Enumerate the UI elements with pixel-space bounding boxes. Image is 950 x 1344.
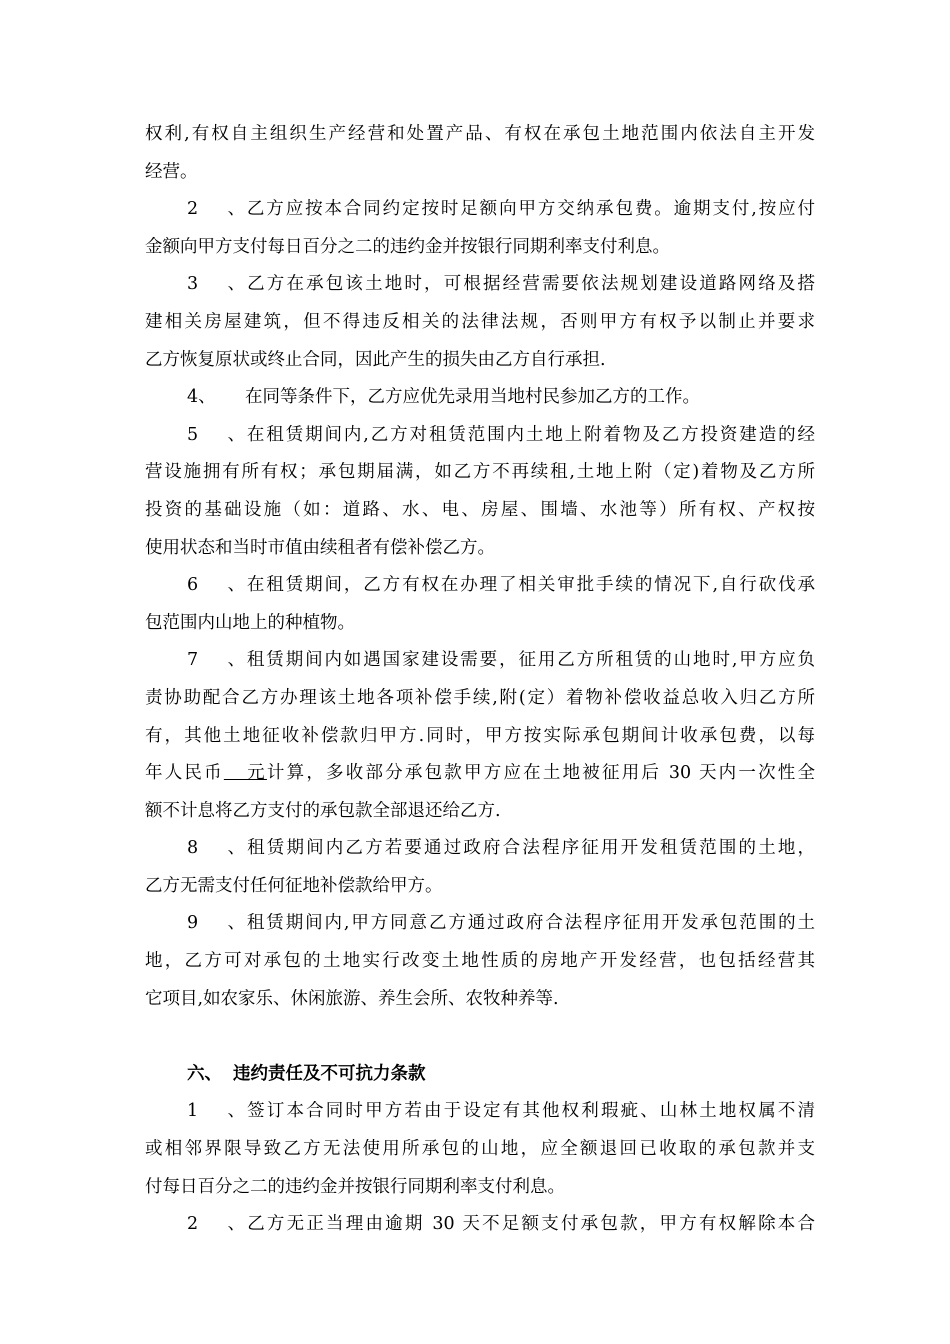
paragraph-line: 使用状态和当时市值由续租者有偿补偿乙方。 <box>145 537 495 558</box>
spacer <box>145 1018 815 1056</box>
paragraph-line: 付每日百分之二的违约金并按银行同期利率支付利息。 <box>145 1176 565 1197</box>
paragraph-line: 额不计息将乙方支付的承包款全部退还给乙方. <box>145 800 501 821</box>
paragraph-line: 地，乙方可对承包的土地实行改变土地性质的房地产开发经营，也包括经营其 <box>145 951 815 972</box>
inline-text: 年人民币 <box>145 763 224 784</box>
paragraph-line: 有，其他土地征收补偿款归甲方.同时，甲方按实际承包期间计收承包费，以每 <box>145 725 815 746</box>
paragraph-line: 它项目,如农家乐、休闲旅游、养生会所、农牧种养等. <box>145 988 559 1009</box>
inline-text: 计算，多收部分承包款甲方应在土地被征用后 30 天内一次性全 <box>266 763 815 784</box>
clause-number: 1、 <box>187 1101 245 1122</box>
clause-item-3 <box>145 266 815 304</box>
paragraph-line <box>145 755 815 793</box>
section-title: 违约责任及不可抗力条款 <box>233 1063 426 1084</box>
clause-item-4 <box>145 379 815 417</box>
paragraph-line: 包范围内山地上的种植物。 <box>145 612 355 633</box>
clause-item-7 <box>145 642 815 680</box>
clause-text: 在同等条件下，乙方应优先录用当地村民参加乙方的工作。 <box>245 387 700 408</box>
clause-text: 租赁期间内如遇国家建设需要，征用乙方所租赁的山地时,甲方应负 <box>245 650 815 671</box>
paragraph-line: 乙方无需支付任何征地补偿款给甲方。 <box>145 875 443 896</box>
paragraph-line: 建相关房屋建筑，但不得违反相关的法律法规，否则甲方有权予以制止并要求 <box>145 311 815 332</box>
clause-text: 签订本合同时甲方若由于设定有其他权利瑕疵、山林土地权属不清 <box>245 1101 815 1122</box>
section-clause-1 <box>145 1093 815 1131</box>
clause-item-8 <box>145 830 815 868</box>
clause-text: 租赁期间内乙方若要通过政府合法程序征用开发租赁范围的土地， <box>245 838 815 859</box>
section-clause-2 <box>145 1206 815 1244</box>
clause-number: 7、 <box>187 650 245 671</box>
clause-number: 8、 <box>187 838 245 859</box>
document-body <box>145 116 815 1244</box>
clause-text: 租赁期间内,甲方同意乙方通过政府合法程序征用开发承包范围的土 <box>245 913 815 934</box>
clause-item-6 <box>145 567 815 605</box>
amount-blank: 元 <box>223 763 267 784</box>
clause-item-2 <box>145 191 815 229</box>
section-number: 六、 <box>187 1063 222 1084</box>
clause-item-5 <box>145 417 815 455</box>
clause-text: 乙方无正当理由逾期 30 天不足额支付承包款，甲方有权解除本合 <box>245 1214 815 1235</box>
clause-text: 在租赁期间内,乙方对租赁范围内土地上附着物及乙方投资建造的经 <box>245 424 815 445</box>
clause-number: 2、 <box>187 1214 245 1235</box>
clause-text: 乙方应按本合同约定按时足额向甲方交纳承包费。逾期支付,按应付 <box>245 199 815 220</box>
paragraph-line: 营设施拥有所有权；承包期届满，如乙方不再续租,土地上附（定)着物及乙方所 <box>145 462 815 483</box>
paragraph-line: 或相邻界限导致乙方无法使用所承包的山地，应全额退回已收取的承包款并支 <box>145 1139 815 1160</box>
section-heading <box>145 1056 815 1094</box>
clause-number: 3、 <box>187 274 245 295</box>
clause-number: 2、 <box>187 199 245 220</box>
clause-number: 9、 <box>187 913 245 934</box>
paragraph-line: 权利,有权自主组织生产经营和处置产品、有权在承包土地范围内依法自主开发 <box>145 124 815 144</box>
paragraph-line: 经营。 <box>145 161 198 182</box>
clause-text: 乙方在承包该土地时，可根据经营需要依法规划建设道路网络及搭 <box>245 274 815 295</box>
paragraph-line: 责协助配合乙方办理该土地各项补偿手续,附(定）着物补偿收益总收入归乙方所 <box>145 687 815 708</box>
clause-number: 6、 <box>187 575 245 596</box>
paragraph-line: 乙方恢复原状或终止合同，因此产生的损失由乙方自行承担. <box>145 349 606 370</box>
clause-text: 在租赁期间，乙方有权在办理了相关审批手续的情况下,自行砍伐承 <box>245 575 815 596</box>
clause-number: 5、 <box>187 424 245 445</box>
paragraph-line: 投资的基础设施（如：道路、水、电、房屋、围墙、水池等）所有权、产权按 <box>145 499 815 520</box>
clause-number: 4、 <box>187 387 216 408</box>
clause-item-9 <box>145 905 815 943</box>
paragraph-line: 金额向甲方支付每日百分之二的违约金并按银行同期利率支付利息。 <box>145 236 670 257</box>
